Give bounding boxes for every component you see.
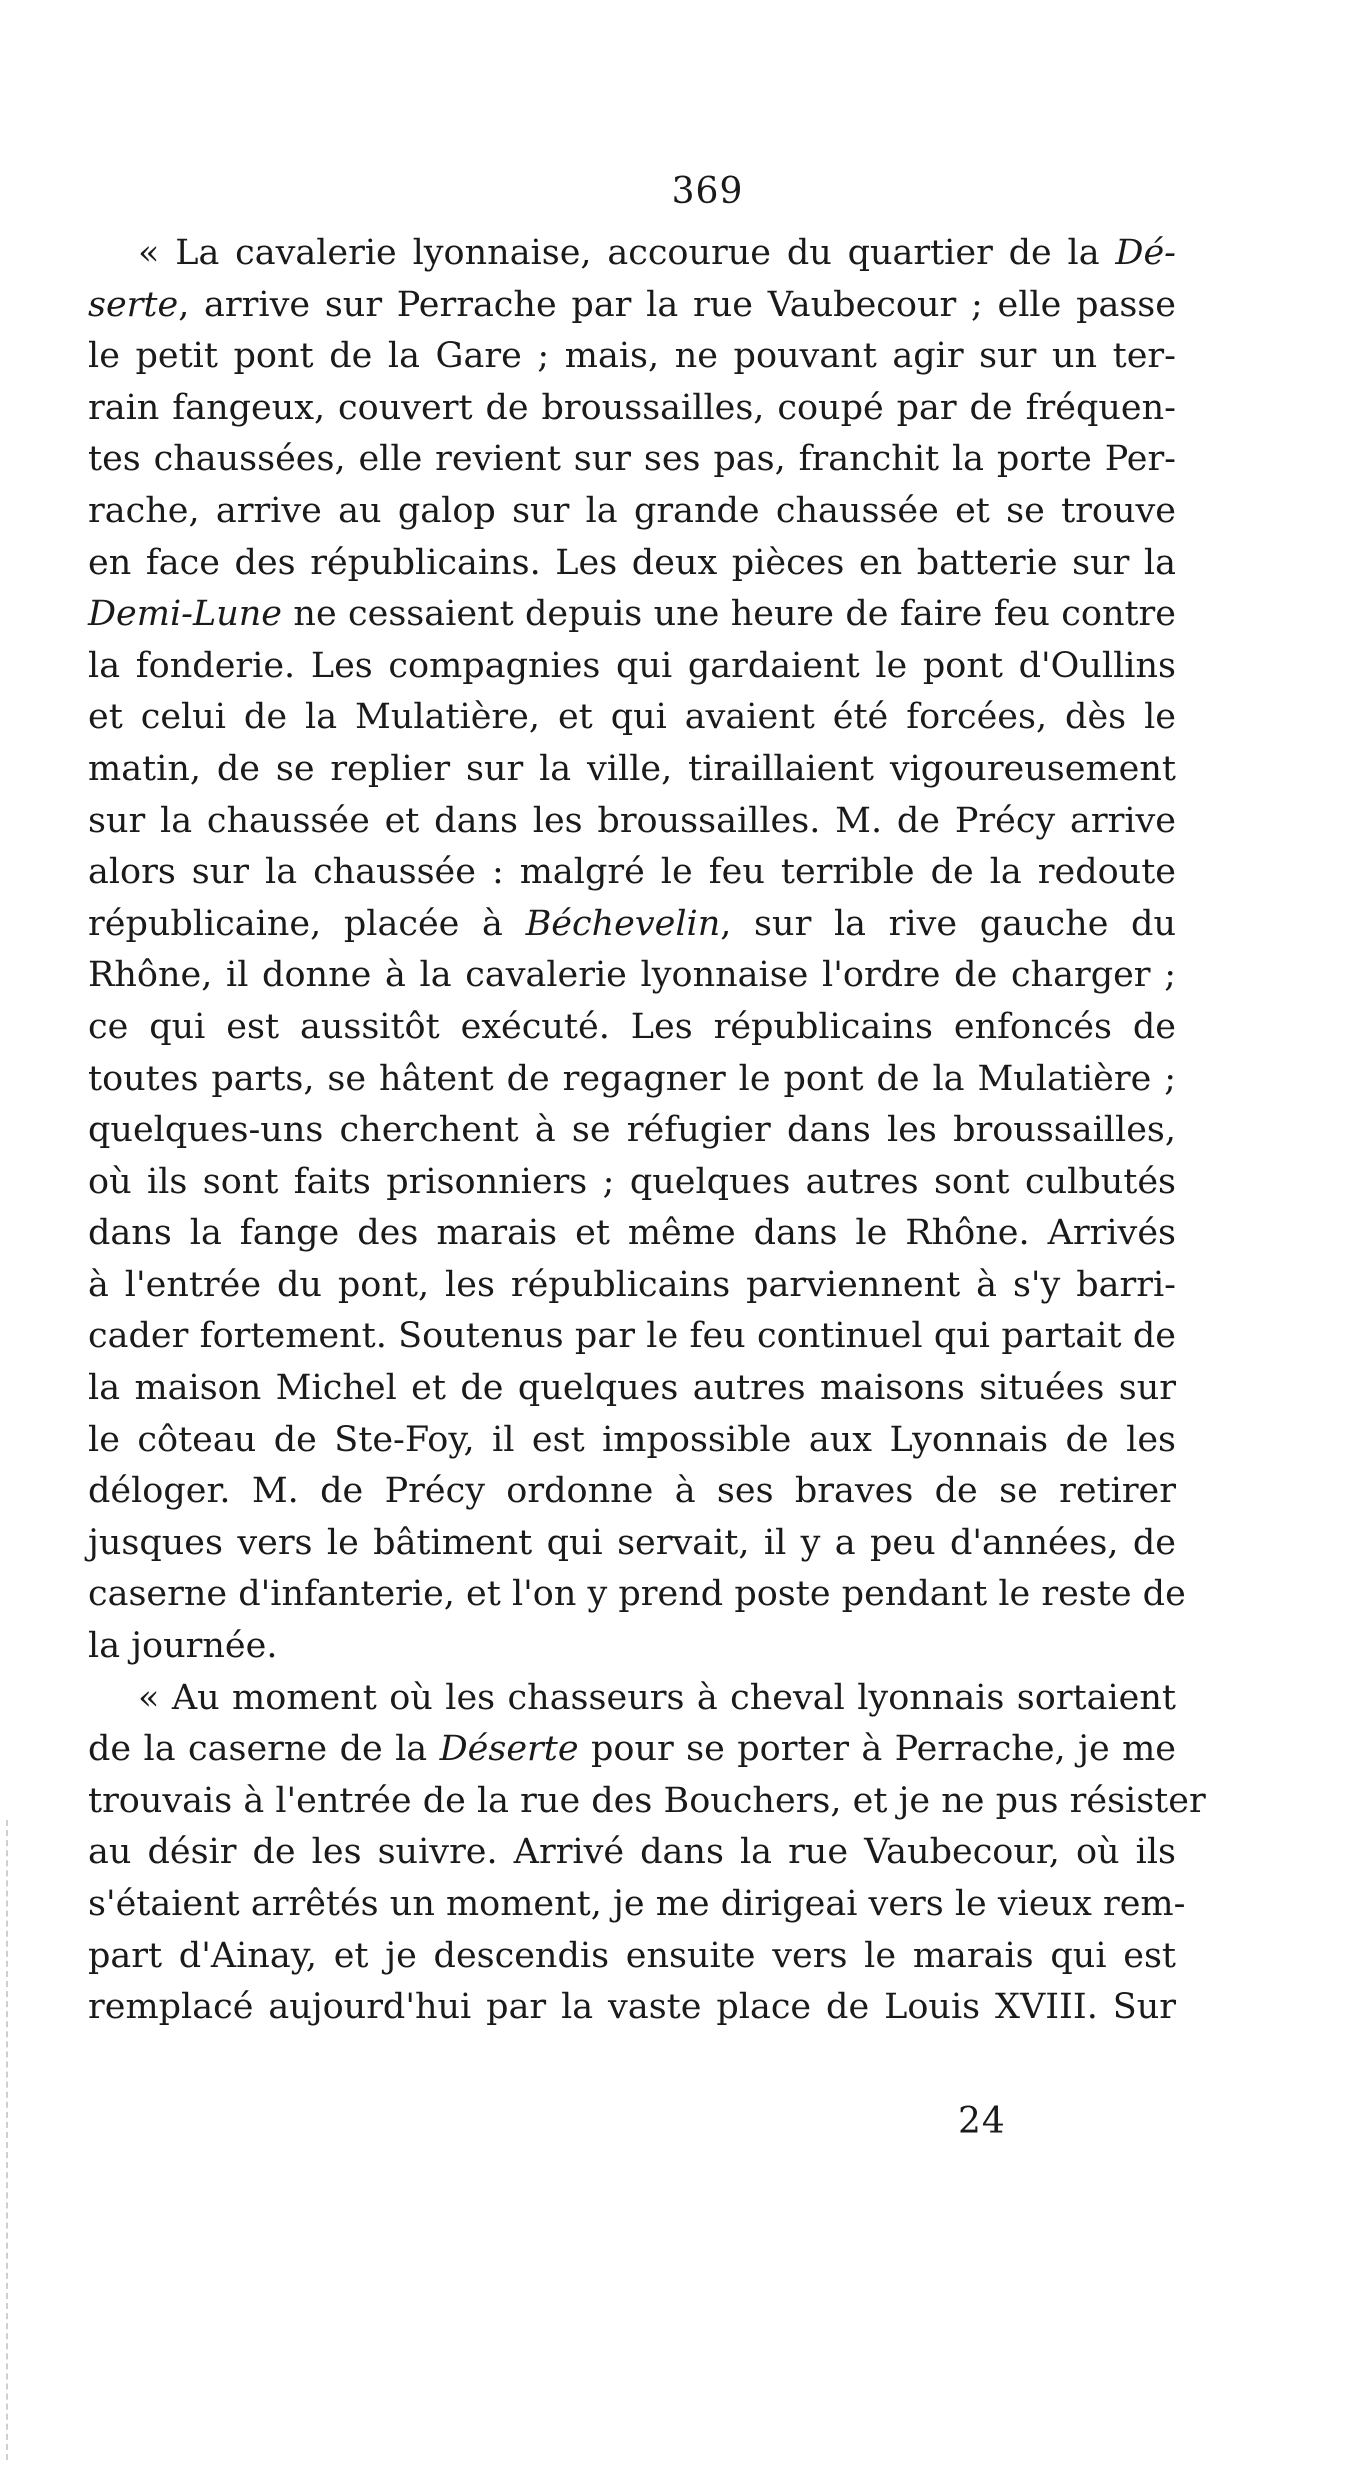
text-line (88, 1982, 1176, 2034)
text-run: s'étaient arrêtés un moment, je me dirigeai vers le vieux rem- (88, 1884, 1186, 1924)
text-run: déloger. M. de Précy ordonne à ses braves de se retirer (88, 1471, 1176, 1512)
text-run: quelques-uns cherchent à se réfugier dans les broussailles, (88, 1110, 1176, 1151)
text-run: de la caserne de la (88, 1729, 440, 1770)
text-line (88, 1931, 1176, 1983)
text-line (88, 1673, 1176, 1725)
text-line (88, 486, 1176, 538)
page-number: 369 (671, 171, 744, 212)
text-line (88, 899, 1176, 951)
text-run: dans la fange des marais et même dans le Rhône. Arrivés (88, 1213, 1176, 1254)
signature-mark: 24 (958, 2101, 1006, 2142)
text-line (88, 1208, 1176, 1260)
text-run: où ils sont faits prisonniers ; quelques autres sont culbutés (88, 1161, 1176, 1202)
text-line (88, 847, 1176, 899)
text-run: trouvais à l'entrée de la rue des Bouchers, et je ne pus résister (88, 1780, 1206, 1821)
text-line (88, 1260, 1176, 1312)
text-line (88, 796, 1176, 848)
text-line (88, 1518, 1176, 1570)
text-line (88, 538, 1176, 590)
text-line (88, 1466, 1176, 1518)
text-line (88, 1879, 1186, 1931)
body-text (88, 228, 1206, 2034)
text-run: la fonderie. Les compagnies qui gardaient le pont d'Oullins (88, 645, 1176, 686)
text-run: rain fangeux, couvert de broussailles, coupé par de fréquen- (88, 387, 1176, 428)
text-line (88, 434, 1176, 486)
text-line (88, 1105, 1176, 1157)
text-run: rache, arrive au galop sur la grande chaussée et se trouve (88, 490, 1176, 531)
text-line (88, 950, 1176, 1002)
text-run: la journée. (88, 1626, 278, 1667)
text-line (88, 1724, 1176, 1776)
text-line (88, 1827, 1176, 1879)
text-line (88, 1569, 1186, 1621)
text-run: républicaine, placée à (88, 903, 526, 944)
text-run: caserne d'infanterie, et l'on y prend poste pendant le reste de (88, 1574, 1186, 1615)
text-line (88, 1054, 1176, 1106)
text-line (88, 744, 1176, 796)
text-line (88, 641, 1176, 693)
text-run: jusques vers le bâtiment qui servait, il y a peu d'années, de (88, 1522, 1176, 1563)
text-run: à l'entrée du pont, les républicains parviennent à s'y barri- (88, 1264, 1176, 1305)
text-line (88, 331, 1176, 383)
italic-text: Demi-Lune (88, 594, 283, 635)
text-run: « La cavalerie lyonnaise, accourue du quartier de la (138, 233, 1116, 273)
text-run: remplacé aujourd'hui par la vaste place de Louis XVIII. Sur (88, 1987, 1176, 2028)
text-line (88, 1363, 1176, 1415)
text-line (88, 383, 1176, 435)
text-run: sur la chaussée et dans les broussailles. M. de Précy arrive (88, 800, 1176, 841)
text-run: pour se porter à Perrache, je me (578, 1729, 1176, 1770)
text-run: la maison Michel et de quelques autres maisons situées sur (88, 1368, 1176, 1409)
text-run: en face des républicains. Les deux pièces en batterie sur la (88, 542, 1176, 583)
text-line (88, 1415, 1176, 1467)
text-line (88, 1157, 1176, 1209)
text-run: toutes parts, se hâtent de regagner le pont de la Mulatière ; (88, 1058, 1176, 1099)
italic-text: Dé- (1115, 233, 1176, 273)
text-run: ce qui est aussitôt exécuté. Les républicains enfoncés de (88, 1006, 1176, 1047)
text-run: , arrive sur Perrache par la rue Vaubecour ; elle passe (178, 284, 1176, 325)
text-line (88, 228, 1176, 280)
text-run: part d'Ainay, et je descendis ensuite vers le marais qui est (88, 1935, 1176, 1976)
text-run: matin, de se replier sur la ville, tiraillaient vigoureusement (88, 748, 1176, 789)
text-line (88, 1776, 1206, 1828)
margin-scan-marks (6, 1820, 12, 2460)
italic-text: serte (88, 284, 179, 325)
italic-text: Déserte (439, 1729, 579, 1770)
italic-text: Béchevelin (525, 903, 721, 944)
text-run: tes chaussées, elle revient sur ses pas, franchit la porte Per- (88, 439, 1176, 480)
text-run: le petit pont de la Gare ; mais, ne pouvant agir sur un ter- (88, 336, 1176, 377)
text-run: , sur la rive gauche du (720, 903, 1177, 944)
text-run: Rhône, il donne à la cavalerie lyonnaise l'ordre de charger ; (88, 955, 1176, 996)
text-line (88, 280, 1176, 332)
text-line (88, 589, 1176, 641)
text-run: alors sur la chaussée : malgré le feu terrible de la redoute (88, 852, 1176, 893)
text-run: « Au moment où les chasseurs à cheval lyonnais sortaient (138, 1677, 1176, 1718)
text-run: le côteau de Ste-Foy, il est impossible aux Lyonnais de les (88, 1419, 1176, 1460)
text-line (88, 1621, 1176, 1673)
text-run: au désir de les suivre. Arrivé dans la rue Vaubecour, où ils (88, 1832, 1176, 1873)
text-run: cader fortement. Soutenus par le feu continuel qui partait de (88, 1316, 1176, 1357)
text-line (88, 1311, 1176, 1363)
text-run: ne cessaient depuis une heure de faire feu contre (282, 594, 1176, 635)
text-line (88, 1002, 1176, 1054)
text-line (88, 692, 1176, 744)
text-run: et celui de la Mulatière, et qui avaient été forcées, dès le (88, 697, 1176, 738)
